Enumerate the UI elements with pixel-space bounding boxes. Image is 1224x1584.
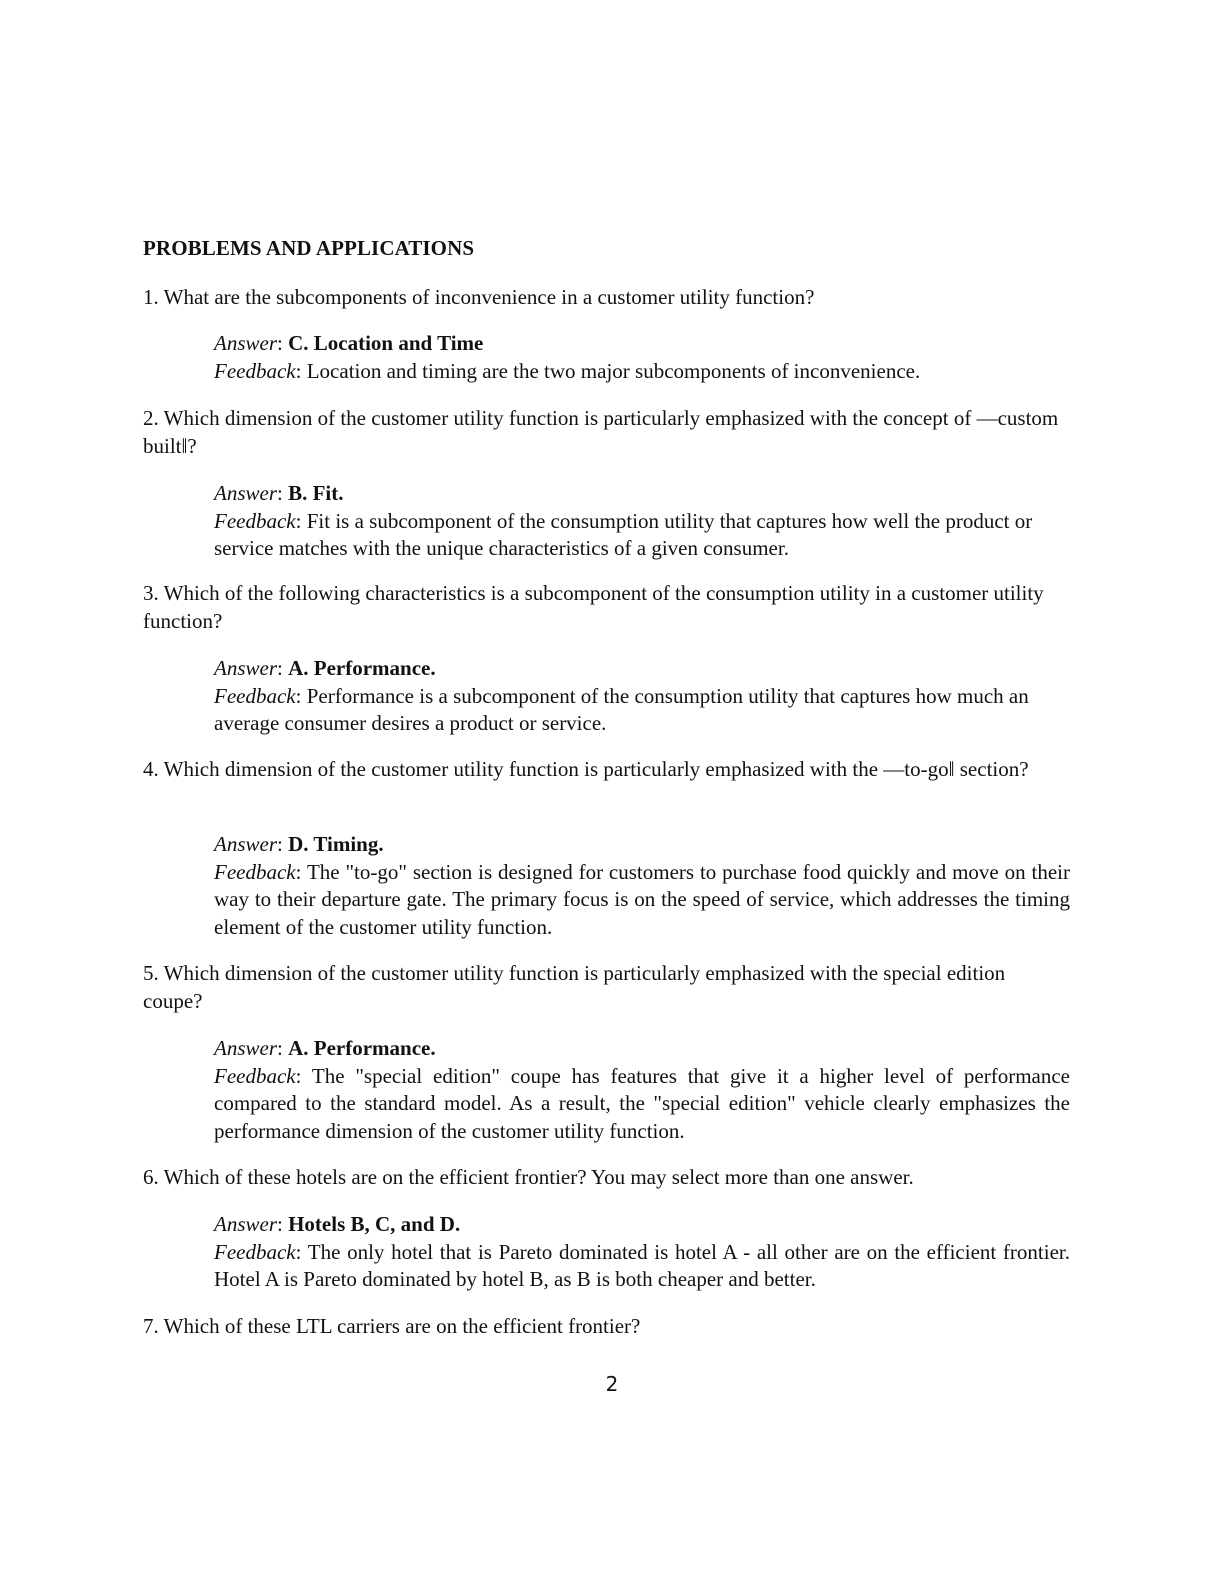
question-5: 5. Which dimension of the customer utility function is particularly emphasized with the special edition coupe? [143,961,1006,1013]
answer-label: Answer [214,331,277,355]
feedback-text: The "special edition" coupe has features that give it a higher level of performance compared to the standard model. As a result, the "special edition" vehicle clearly emphasizes the performance dimension of the customer utility function. [214,1063,1070,1143]
answer-block-6: Answer: Hotels B, C, and D. Feedback: The only hotel that is Pareto dominated is hotel A - all other are on the efficient frontier. Hotel A is Pareto dominated by hotel B, as B is both cheaper and better. [214,1212,1070,1291]
question-4: 4. Which dimension of the customer utility function is particularly emphasized with the —to-go‖ section? [143,757,1029,781]
answer-block-4: Answer: D. Timing. Feedback: The "to-go" section is designed for customers to purchase food quickly and move on their way to their departure gate. The primary focus is on the speed of service, which addresses the timing element of the customer utility function. [214,832,1070,939]
answer-label: Answer [214,656,277,680]
question-3: 3. Which of the following characteristics is a subcomponent of the consumption utility in a customer utility function? [143,581,1044,633]
feedback-label: Feedback [214,1239,296,1264]
answer-block-1: Answer: C. Location and Time Feedback: Location and timing are the two major subcomponents of inconvenience. [214,331,921,383]
feedback-text: Fit is a subcomponent of the consumption utility that captures how well the product or service matches with the unique characteristics of a given consumer. [214,508,1033,560]
feedback-label: Feedback [214,358,296,383]
answer-label: Answer [214,481,277,505]
answer-text: B. Fit. [288,481,344,505]
feedback-text: Location and timing are the two major subcomponents of inconvenience. [306,358,921,383]
feedback-text: The "to-go" section is designed for customers to purchase food quickly and move on their way to their departure gate. The primary focus is on the speed of service, which addresses the timing element of the customer utility function. [214,859,1070,939]
question-2: 2. Which dimension of the customer utility function is particularly emphasized with the concept of —custom built‖? [143,406,1059,458]
answer-label: Answer [214,1212,277,1236]
answer-block-3: Answer: A. Performance. Feedback: Performance is a subcomponent of the consumption utility that captures how much an average consumer desires a product or service. [214,656,1029,735]
section-heading: PROBLEMS AND APPLICATIONS [143,236,475,260]
question-1: 1. What are the subcomponents of inconvenience in a customer utility function? [143,285,815,309]
answer-label: Answer [214,832,277,856]
feedback-label: Feedback [214,683,296,708]
feedback-text: The only hotel that is Pareto dominated is hotel A - all other are on the efficient frontier. Hotel A is Pareto dominated by hotel B, as B is both cheaper and better. [214,1239,1070,1291]
answer-text: A. Performance. [288,656,436,680]
feedback-label: Feedback [214,1063,296,1088]
answer-text: A. Performance. [288,1036,436,1060]
page-number: 2 [605,1372,619,1396]
question-6: 6. Which of these hotels are on the efficient frontier? You may select more than one answer. [143,1165,914,1189]
answer-text: D. Timing. [288,832,384,856]
feedback-text: Performance is a subcomponent of the consumption utility that captures how much an average consumer desires a product or service. [214,683,1029,735]
feedback-label: Feedback [214,508,296,533]
question-7: 7. Which of these LTL carriers are on the efficient frontier? [143,1314,641,1338]
answer-block-5: Answer: A. Performance. Feedback: The "special edition" coupe has features that give it a higher level of performance compared to the standard model. As a result, the "special edition" vehicle clearly emphasizes the performance dimension of the customer utility function. [214,1036,1070,1143]
answer-label: Answer [214,1036,277,1060]
answer-text: Hotels B, C, and D. [288,1212,461,1236]
answer-text: C. Location and Time [288,331,484,355]
answer-block-2: Answer: B. Fit. Feedback: Fit is a subcomponent of the consumption utility that captures how well the product or service matches with the unique characteristics of a given consumer. [214,481,1033,560]
feedback-label: Feedback [214,859,296,884]
